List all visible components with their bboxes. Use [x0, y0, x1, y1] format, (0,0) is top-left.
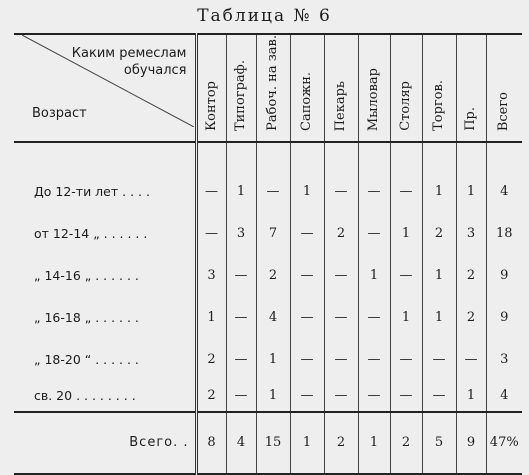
- table-cell: 18: [486, 213, 522, 255]
- header-row: [14, 34, 522, 142]
- total-cell: 15: [256, 412, 290, 474]
- table-row: [14, 171, 522, 213]
- table-cell: 1: [422, 255, 456, 297]
- col-header: [456, 34, 486, 142]
- spacer-row: [14, 142, 522, 171]
- table-cell: —: [324, 381, 358, 412]
- col-header-label: Мыловар: [366, 67, 381, 131]
- col-header: [422, 34, 456, 142]
- col-header: [226, 34, 256, 142]
- total-cell: 2: [390, 412, 422, 474]
- table-cell: —: [226, 339, 256, 381]
- table-cell: 9: [486, 297, 522, 339]
- col-header-label: Всего: [496, 91, 512, 131]
- table-cell: —: [290, 381, 324, 412]
- col-header-label: Типограф.: [233, 59, 248, 131]
- table-cell: 1: [456, 381, 486, 412]
- table-cell: —: [196, 213, 226, 255]
- table-cell: —: [422, 381, 456, 412]
- table-cell: —: [324, 255, 358, 297]
- table-cell: 2: [422, 213, 456, 255]
- table-cell: 2: [196, 381, 226, 412]
- table-cell: 1: [422, 171, 456, 213]
- col-header-label: Пр.: [463, 107, 478, 131]
- corner-cell: [14, 34, 196, 142]
- table-cell: 4: [486, 381, 522, 412]
- col-header: [324, 34, 358, 142]
- table-row: [14, 297, 522, 339]
- table-cell: —: [324, 339, 358, 381]
- table-cell: —: [358, 297, 390, 339]
- row-label: „ 14-16 „ . . . . . .: [34, 268, 139, 284]
- table-cell: 1: [290, 171, 324, 213]
- table-cell: —: [390, 381, 422, 412]
- col-header: [256, 34, 290, 142]
- total-cell: 2: [324, 412, 358, 474]
- table-cell: 1: [422, 297, 456, 339]
- table-cell: —: [196, 171, 226, 213]
- table-cell: 1: [358, 255, 390, 297]
- table-cell: —: [226, 255, 256, 297]
- total-row: [14, 412, 522, 474]
- table-cell: 1: [390, 213, 422, 255]
- table-cell: 2: [456, 297, 486, 339]
- total-cell: 8: [196, 412, 226, 474]
- table-row: [14, 255, 522, 297]
- table-cell: —: [422, 339, 456, 381]
- table-cell: —: [226, 381, 256, 412]
- table-cell: —: [358, 171, 390, 213]
- table-cell: —: [390, 171, 422, 213]
- table-cell: —: [456, 339, 486, 381]
- table-cell: 3: [486, 339, 522, 381]
- data-table: [14, 33, 522, 475]
- table-cell: 7: [256, 213, 290, 255]
- row-label: „ 16-18 „ . . . . . .: [34, 310, 139, 326]
- table-cell: 3: [456, 213, 486, 255]
- total-cell: 1: [358, 412, 390, 474]
- table-cell: —: [358, 339, 390, 381]
- table-cell: 9: [486, 255, 522, 297]
- col-header-label: Сапожн.: [299, 71, 314, 131]
- total-cell: 4: [226, 412, 256, 474]
- table-cell: —: [390, 339, 422, 381]
- table-cell: 1: [456, 171, 486, 213]
- col-header: [390, 34, 422, 142]
- total-cell: 1: [290, 412, 324, 474]
- col-header: [196, 34, 226, 142]
- total-label: Всего. .: [14, 412, 196, 474]
- table-cell: 3: [196, 255, 226, 297]
- table-cell: —: [290, 339, 324, 381]
- col-header-label: Столяр: [398, 81, 413, 131]
- table-cell: —: [358, 213, 390, 255]
- table-cell: 4: [486, 171, 522, 213]
- table-cell: —: [390, 255, 422, 297]
- table-row: [14, 381, 522, 412]
- table-row: [14, 213, 522, 255]
- total-cell: 9: [456, 412, 486, 474]
- corner-top-line1: Каким ремеслам: [71, 46, 187, 61]
- table-cell: 3: [226, 213, 256, 255]
- table-cell: 1: [196, 297, 226, 339]
- table-cell: —: [256, 171, 290, 213]
- table-cell: 2: [196, 339, 226, 381]
- table-cell: 2: [256, 255, 290, 297]
- table-cell: 1: [226, 171, 256, 213]
- col-header: [486, 34, 522, 142]
- corner-top-label: [72, 45, 187, 79]
- col-header-label: Торгов.: [431, 79, 446, 131]
- table-cell: 1: [256, 381, 290, 412]
- corner-bottom-label: Возраст: [32, 105, 87, 121]
- col-header: [358, 34, 390, 142]
- table-title: Таблица № 6: [197, 6, 332, 26]
- table-cell: —: [324, 297, 358, 339]
- total-cell: 5: [422, 412, 456, 474]
- table-cell: —: [290, 297, 324, 339]
- table-cell: 1: [256, 339, 290, 381]
- table-cell: 4: [256, 297, 290, 339]
- row-label: св. 20 . . . . . . . .: [34, 388, 136, 404]
- table-cell: —: [290, 213, 324, 255]
- table-cell: 1: [390, 297, 422, 339]
- row-label: „ 18-20 “ . . . . . .: [34, 352, 139, 368]
- table-cell: —: [324, 171, 358, 213]
- col-header-label: Рабоч. на зав.: [265, 35, 280, 131]
- table-cell: 2: [324, 213, 358, 255]
- corner-top-line2: обучался: [123, 63, 187, 78]
- col-header-label: Контор: [203, 80, 219, 131]
- total-cell: 47%: [486, 412, 522, 474]
- col-header-label: Пекарь: [333, 80, 348, 131]
- table-cell: —: [358, 381, 390, 412]
- table-cell: —: [290, 255, 324, 297]
- table-cell: —: [226, 297, 256, 339]
- table-cell: 2: [456, 255, 486, 297]
- row-label: от 12-14 „ . . . . . .: [34, 226, 148, 242]
- col-header: [290, 34, 324, 142]
- table-row: [14, 339, 522, 381]
- row-label: До 12-ти лет . . . .: [34, 184, 150, 200]
